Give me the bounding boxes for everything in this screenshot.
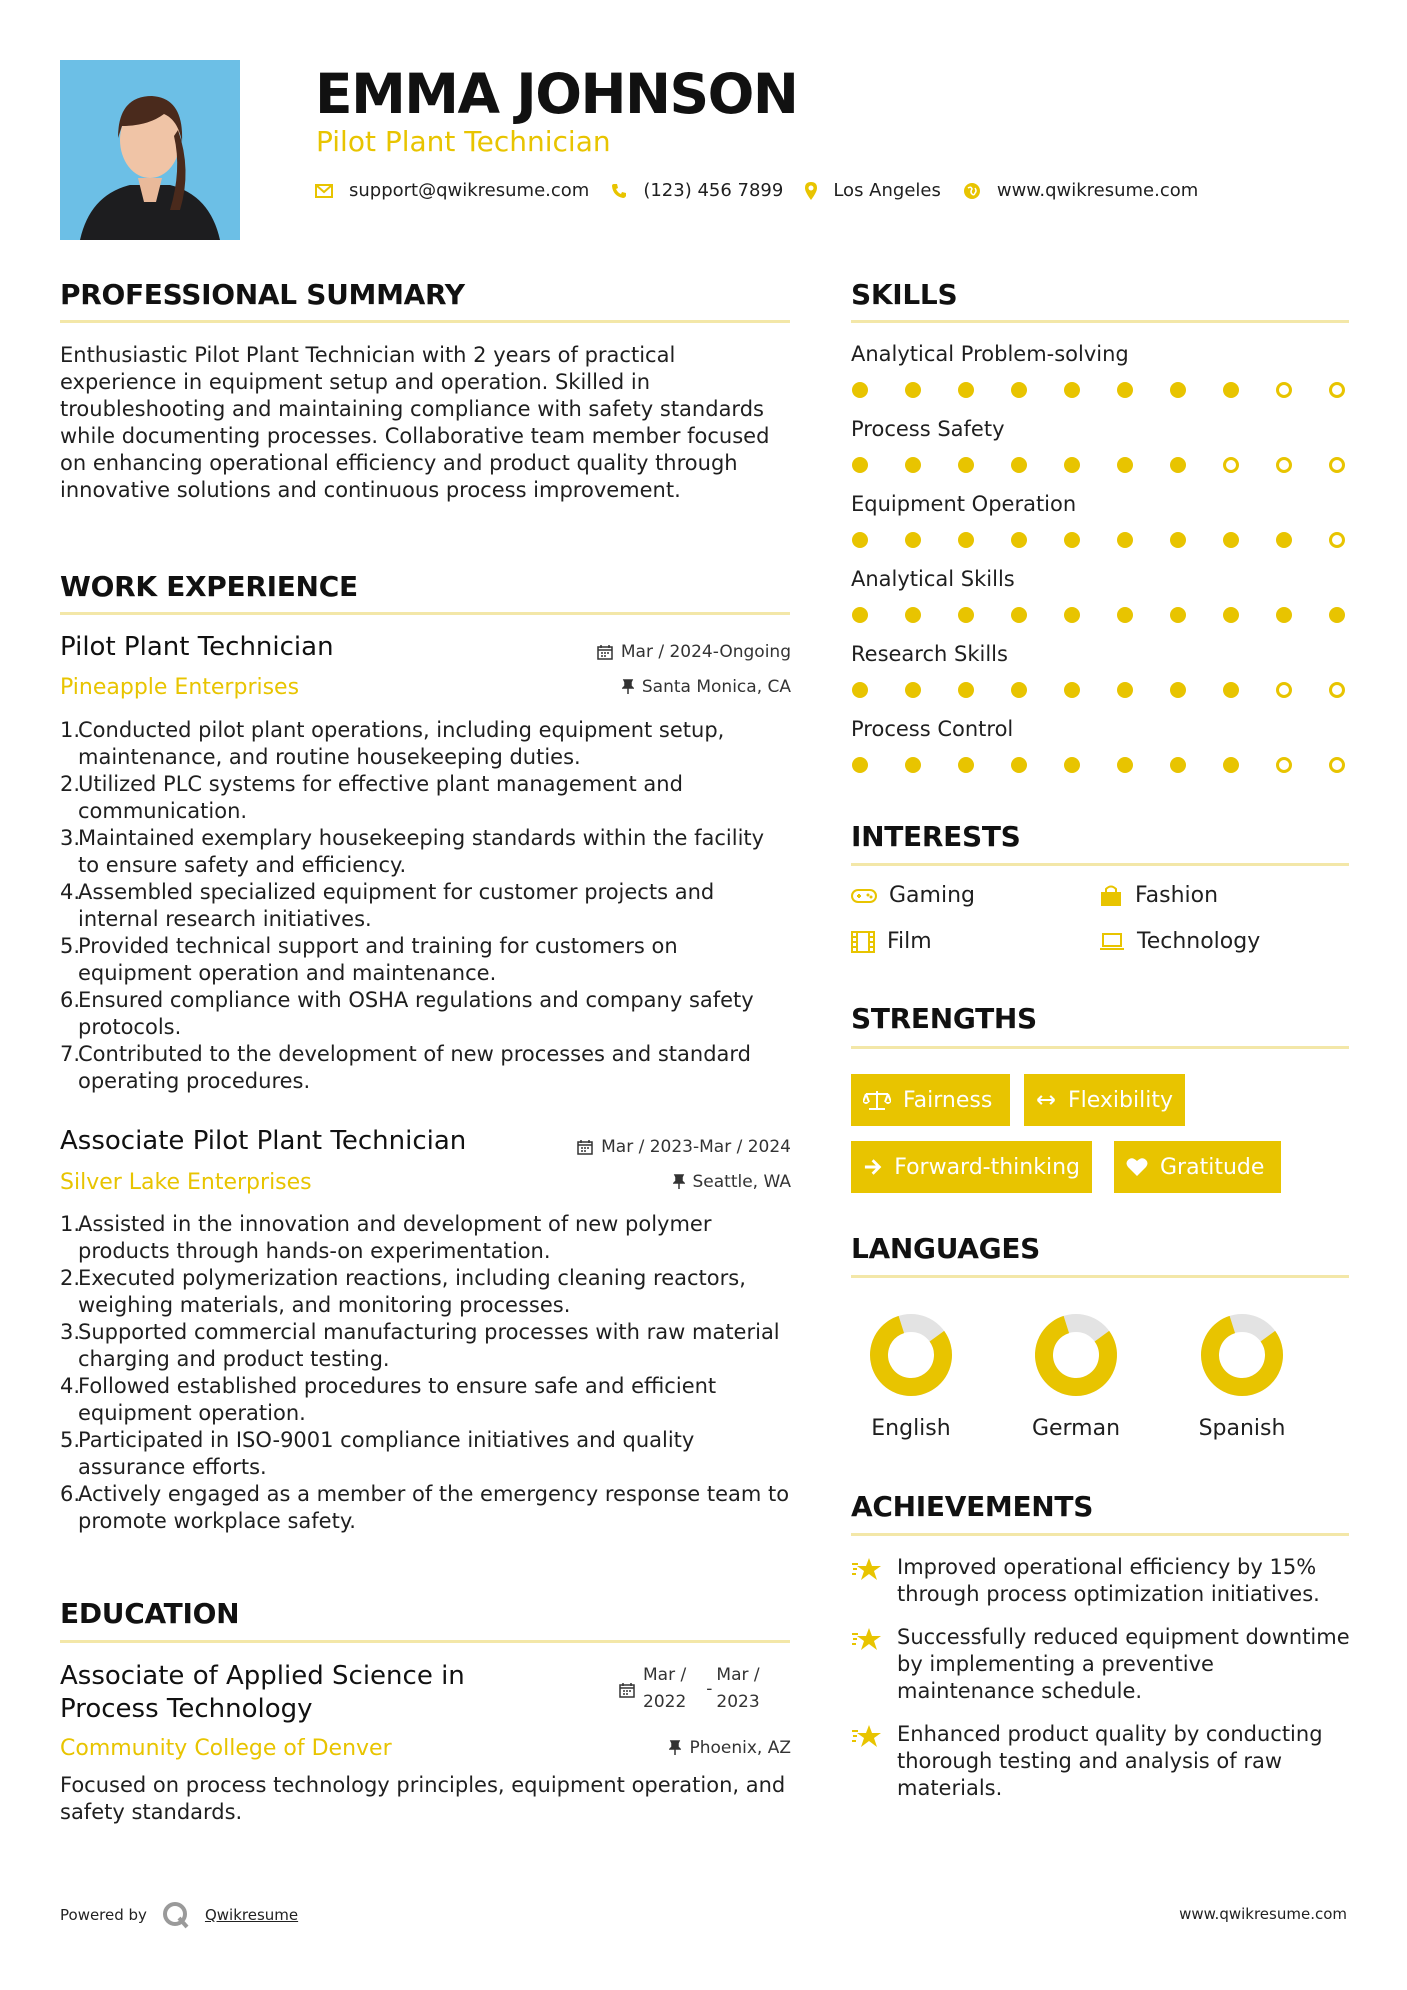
skill-name: Process Safety [851,417,1005,441]
language-gauge [1197,1310,1287,1400]
rating-dot-filled [1223,757,1239,773]
rating-dot-filled [1064,382,1080,398]
education-divider [60,1640,790,1643]
summary-text: Enthusiastic Pilot Plant Technician with 2 years of practical experience in equipment setup and operation. Skilled in troubleshooting and maintaining compliance with safety standards while documenting processes. Collaborative team member focused on enhancing operational efficiency and product quality through innovative solutions and continuous process improvement. [60,343,770,502]
rating-dot-filled [852,532,868,548]
star-icon [851,1723,883,1751]
star-icon [851,1626,883,1654]
laptop-icon [1099,932,1125,952]
rating-dot-empty [1329,682,1345,698]
strength-tag-forward-thinking [851,1141,1092,1193]
job-bullets [60,717,790,1095]
language-gauge [1031,1310,1121,1400]
rating-dot-filled [1011,457,1027,473]
list-item: 6. Ensured compliance with OSHA regulations and company safety protocols. [60,988,754,1039]
job-dates-text: Mar / 2023-Mar / 2024 [601,1137,791,1157]
rating-dot-filled [1064,607,1080,623]
interests-divider [851,863,1349,866]
strength-tag-fairness [851,1074,1010,1126]
skill-name: Analytical Skills [851,567,1015,591]
rating-dot-empty [1329,532,1345,548]
job-company: Silver Lake Enterprises [60,1170,312,1195]
job-bullets [60,1211,790,1535]
contact-website-text[interactable]: www.qwikresume.com [996,180,1199,201]
heart-icon [1126,1157,1148,1177]
rating-dot-filled [1117,457,1133,473]
globe-icon [963,182,981,200]
rating-dot-filled [1064,757,1080,773]
languages-divider [851,1275,1349,1278]
list-item: 1. Assisted in the innovation and development of new polymer products through hands-on experimentation. [60,1212,712,1263]
rating-dot-filled [852,757,868,773]
achievement-text: Enhanced product quality by conducting thorough testing and analysis of raw materials. [897,1722,1323,1800]
rating-dot-filled [1117,532,1133,548]
candidate-name: EMMA JOHNSON [315,62,798,126]
phone-icon [611,183,627,199]
rating-dot-filled [1064,457,1080,473]
rating-dot-filled [852,607,868,623]
rating-dot-filled [1329,607,1345,623]
rating-dot-filled [1223,532,1239,548]
strengths-heading: STRENGTHS [851,1002,1037,1035]
education-start-month: Mar / [643,1665,687,1685]
rating-dot-filled [905,457,921,473]
qwikresume-logo-icon [161,1900,191,1930]
skill-rating [852,457,1345,473]
achievement-text: Successfully reduced equipment downtime by implementing a preventive maintenance schedule. [897,1625,1350,1703]
skills-heading: SKILLS [851,278,958,311]
degree-title-line1: Associate of Applied Science in [60,1661,465,1691]
rating-dot-filled [1276,607,1292,623]
skill-rating [852,757,1345,773]
list-item: 4. Assembled specialized equipment for customer projects and internal research initiatives. [60,880,715,931]
rating-dot-filled [852,457,868,473]
skill-rating [852,532,1345,548]
contact-location-text: Los Angeles [833,180,941,201]
interest-label: Technology [1137,929,1261,954]
rating-dot-filled [1117,382,1133,398]
language-label: English [871,1416,951,1441]
rating-dot-empty [1329,457,1345,473]
calendar-icon [619,1682,635,1698]
achievement-item [851,1554,1351,1608]
job-location-text: Seattle, WA [692,1172,791,1192]
scale-icon [863,1089,891,1111]
profile-photo [60,60,240,240]
interest-gaming [851,883,975,908]
degree-title-line2: Process Technology [60,1694,313,1724]
strength-label: Flexibility [1068,1087,1173,1113]
education-heading: EDUCATION [60,1597,240,1630]
rating-dot-empty [1276,457,1292,473]
list-item: 2. Executed polymerization reactions, including cleaning reactors, weighing materials, and monitoring processes. [60,1266,746,1317]
education-start [643,1662,686,1716]
rating-dot-filled [1011,682,1027,698]
skill-name: Research Skills [851,642,1008,666]
rating-dot-filled [1170,757,1186,773]
rating-dot-filled [958,457,974,473]
education-location [669,1738,791,1758]
contact-phone-text[interactable]: (123) 456 7899 [643,180,784,201]
rating-dot-filled [905,607,921,623]
job-company: Pineapple Enterprises [60,675,300,700]
pin-icon [673,1174,685,1190]
education-end-month: Mar / [716,1665,760,1685]
rating-dot-filled [1117,757,1133,773]
education-date-dash: - [706,1679,713,1699]
calendar-icon [577,1139,593,1155]
skill-rating [852,682,1345,698]
education-description: Focused on process technology principles, equipment operation, and safety standards. [60,1773,786,1824]
strengths-divider [851,1046,1349,1049]
star-icon [851,1556,883,1584]
rating-dot-filled [958,682,974,698]
rating-dot-filled [1223,382,1239,398]
interest-label: Fashion [1135,883,1219,908]
achievement-item [851,1721,1351,1802]
list-item: 5. Provided technical support and training for customers on equipment operation and maintenance. [60,934,678,985]
gamepad-icon [851,888,877,904]
footer-powered-by [60,1900,298,1930]
interest-technology [1099,929,1260,954]
job-title: Pilot Plant Technician [60,632,334,662]
rating-dot-filled [1011,382,1027,398]
education-start-year: 2022 [643,1692,687,1712]
skill-name: Analytical Problem-solving [851,342,1129,366]
job-dates-text: Mar / 2024-Ongoing [620,642,791,662]
candidate-title: Pilot Plant Technician [316,125,611,158]
rating-dot-filled [1170,457,1186,473]
rating-dot-filled [1117,607,1133,623]
list-item: 6. Actively engaged as a member of the emergency response team to promote workplace safety. [60,1482,790,1533]
rating-dot-empty [1329,757,1345,773]
education-dates [619,1662,760,1716]
strength-label: Forward-thinking [894,1154,1080,1180]
rating-dot-filled [958,607,974,623]
list-item: 1. Conducted pilot plant operations, including equipment setup, maintenance, and routine housekeeping duties. [60,718,725,769]
rating-dot-filled [958,757,974,773]
list-item: 3. Maintained exemplary housekeeping standards within the facility to ensure safety and efficiency. [60,826,765,877]
job-title: Associate Pilot Plant Technician [60,1126,467,1156]
film-icon [851,931,875,953]
pin-icon [622,679,634,695]
language-gauge [866,1310,956,1400]
summary-heading: PROFESSIONAL SUMMARY [60,278,465,311]
skill-name: Process Control [851,717,1014,741]
strength-tag-gratitude [1114,1141,1281,1193]
contact-phone[interactable] [611,180,783,201]
rating-dot-filled [1170,382,1186,398]
rating-dot-filled [905,532,921,548]
strength-label: Fairness [903,1087,993,1113]
map-pin-icon [805,182,817,200]
rating-dot-filled [852,382,868,398]
rating-dot-filled [1064,532,1080,548]
arrow-right-icon [863,1158,882,1176]
rating-dot-filled [958,532,974,548]
education-end [716,1662,759,1716]
education-location-text: Phoenix, AZ [689,1738,791,1758]
job-location [673,1172,792,1192]
powered-by-label: Powered by [60,1906,147,1924]
list-item: 5. Participated in ISO-9001 compliance initiatives and quality assurance efforts. [60,1428,695,1479]
education-end-year: 2023 [716,1692,760,1712]
strength-label: Gratitude [1160,1154,1265,1180]
skill-rating [852,607,1345,623]
job-location-text: Santa Monica, CA [641,677,791,697]
skill-rating [852,382,1345,398]
experience-heading: WORK EXPERIENCE [60,570,358,603]
bag-icon [1099,885,1123,907]
list-item: 2. Utilized PLC systems for effective plant management and communication. [60,772,683,823]
languages-heading: LANGUAGES [851,1232,1041,1265]
rating-dot-filled [1170,607,1186,623]
pin-icon [669,1740,681,1756]
rating-dot-empty [1329,382,1345,398]
rating-dot-filled [1170,682,1186,698]
language-label: Spanish [1198,1416,1286,1441]
interest-label: Film [887,929,932,954]
rating-dot-empty [1276,757,1292,773]
envelope-icon [315,184,333,198]
rating-dot-filled [1223,682,1239,698]
rating-dot-filled [1011,532,1027,548]
rating-dot-filled [1170,532,1186,548]
contact-email-text[interactable]: support@qwikresume.com [349,180,590,201]
rating-dot-filled [958,382,974,398]
contact-bar [315,180,1220,201]
arrows-horizontal-icon [1036,1093,1056,1107]
language-label: German [1031,1416,1121,1441]
interest-fashion [1099,883,1218,908]
interests-heading: INTERESTS [851,820,1021,853]
list-item: 3. Supported commercial manufacturing processes with raw material charging and product testing. [60,1320,780,1371]
rating-dot-empty [1276,682,1292,698]
achievement-item [851,1624,1351,1705]
rating-dot-filled [1223,607,1239,623]
rating-dot-filled [905,382,921,398]
contact-email[interactable] [315,180,589,201]
rating-dot-filled [1064,682,1080,698]
interest-label: Gaming [889,883,975,908]
footer-website[interactable]: www.qwikresume.com [1179,1905,1347,1923]
achievement-text: Improved operational efficiency by 15% through process optimization initiatives. [897,1555,1320,1606]
list-item: 7. Contributed to the development of new processes and standard operating procedures. [60,1042,751,1093]
skills-divider [851,320,1349,323]
rating-dot-empty [1223,457,1239,473]
job-dates [597,642,791,662]
contact-website[interactable] [963,180,1198,201]
profile-photo-image [60,60,240,240]
job-location [622,677,791,697]
contact-location [805,180,941,201]
rating-dot-filled [905,682,921,698]
job-dates [577,1137,791,1157]
experience-divider [60,612,790,615]
rating-dot-empty [1276,382,1292,398]
achievements-divider [851,1533,1349,1536]
summary-divider [60,320,790,323]
school-name: Community College of Denver [60,1736,392,1761]
calendar-icon [597,644,613,660]
strength-tag-flexibility [1024,1074,1185,1126]
achievements-heading: ACHIEVEMENTS [851,1490,1094,1523]
skill-name: Equipment Operation [851,492,1077,516]
rating-dot-filled [1011,607,1027,623]
list-item: 4. Followed established procedures to ensure safe and efficient equipment operation. [60,1374,717,1425]
rating-dot-filled [1276,532,1292,548]
interest-film [851,929,932,954]
qwikresume-link[interactable]: Qwikresume [204,1906,299,1924]
rating-dot-filled [1011,757,1027,773]
rating-dot-filled [1117,682,1133,698]
rating-dot-filled [852,682,868,698]
rating-dot-filled [905,757,921,773]
